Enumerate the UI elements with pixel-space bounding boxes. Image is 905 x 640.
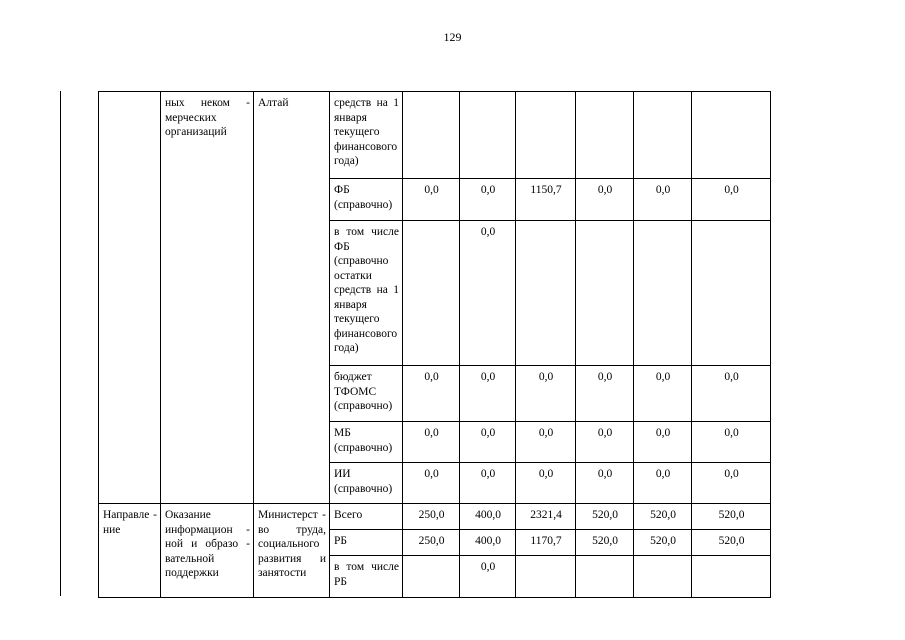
value-cell: 520,0 (634, 504, 692, 530)
value-cell: 520,0 (692, 530, 771, 556)
value-cell: 0,0 (576, 179, 634, 221)
value-cell: 2321,4 (516, 504, 576, 530)
value-cell: 520,0 (576, 530, 634, 556)
value-cell (403, 556, 460, 598)
value-cell: 0,0 (692, 366, 771, 422)
value-cell: 0,0 (692, 179, 771, 221)
value-cell: 1150,7 (516, 179, 576, 221)
value-cell: 520,0 (634, 530, 692, 556)
source-cell: ФБ (справочно) (330, 179, 403, 221)
value-cell (516, 92, 576, 179)
value-cell (634, 92, 692, 179)
source-cell: средств на 1 января текущего финансового года) (330, 92, 403, 179)
source-cell: РБ (330, 530, 403, 556)
value-cell: 0,0 (460, 366, 516, 422)
value-cell: 0,0 (403, 179, 460, 221)
value-cell: 250,0 (403, 504, 460, 530)
value-cell (403, 221, 460, 366)
type-cell (99, 92, 161, 504)
value-cell (516, 556, 576, 598)
value-cell: 0,0 (634, 463, 692, 504)
value-cell (516, 221, 576, 366)
type-cell: Направле - ние (99, 504, 161, 598)
value-cell: 0,0 (403, 463, 460, 504)
value-cell: 0,0 (692, 463, 771, 504)
value-cell: 0,0 (460, 556, 516, 598)
value-cell (576, 221, 634, 366)
value-cell: 0,0 (576, 366, 634, 422)
source-cell: ИИ (справочно) (330, 463, 403, 504)
value-cell: 520,0 (576, 504, 634, 530)
value-cell: 0,0 (460, 221, 516, 366)
source-cell: в том числе ФБ (справочно остатки средств на 1 января текущего финансового года) (330, 221, 403, 366)
value-cell: 0,0 (634, 179, 692, 221)
value-cell: 0,0 (516, 366, 576, 422)
value-cell: 0,0 (576, 422, 634, 463)
page-number: 129 (443, 30, 462, 44)
value-cell: 0,0 (403, 422, 460, 463)
source-cell: в том числе РБ (330, 556, 403, 598)
value-cell (576, 92, 634, 179)
value-cell: 1170,7 (516, 530, 576, 556)
left-margin-rule (60, 91, 61, 596)
value-cell: 400,0 (460, 530, 516, 556)
source-cell: МБ (справочно) (330, 422, 403, 463)
value-cell: 520,0 (692, 504, 771, 530)
executor-cell: Министерст - во труда, социального развития и занятости (254, 504, 330, 598)
value-cell: 250,0 (403, 530, 460, 556)
value-cell: 0,0 (692, 422, 771, 463)
executor-cell: Алтай (254, 92, 330, 504)
budget-table (98, 91, 771, 598)
value-cell (576, 556, 634, 598)
value-cell: 0,0 (460, 422, 516, 463)
value-cell: 0,0 (516, 422, 576, 463)
source-cell: Всего (330, 504, 403, 530)
value-cell (634, 556, 692, 598)
value-cell: 0,0 (460, 179, 516, 221)
value-cell (460, 92, 516, 179)
value-cell (634, 221, 692, 366)
source-cell: бюджет ТФОМС (справочно) (330, 366, 403, 422)
table-row (99, 504, 771, 530)
value-cell (692, 221, 771, 366)
value-cell: 0,0 (516, 463, 576, 504)
value-cell: 400,0 (460, 504, 516, 530)
value-cell (403, 92, 460, 179)
measure-cell: ных неком - мерческих организаций (161, 92, 254, 504)
table-row (99, 92, 771, 179)
value-cell: 0,0 (634, 366, 692, 422)
value-cell: 0,0 (634, 422, 692, 463)
value-cell: 0,0 (403, 366, 460, 422)
value-cell: 0,0 (576, 463, 634, 504)
value-cell: 0,0 (460, 463, 516, 504)
value-cell (692, 92, 771, 179)
value-cell (692, 556, 771, 598)
measure-cell: Оказание информацион - ной и образо - вательной поддержки (161, 504, 254, 598)
